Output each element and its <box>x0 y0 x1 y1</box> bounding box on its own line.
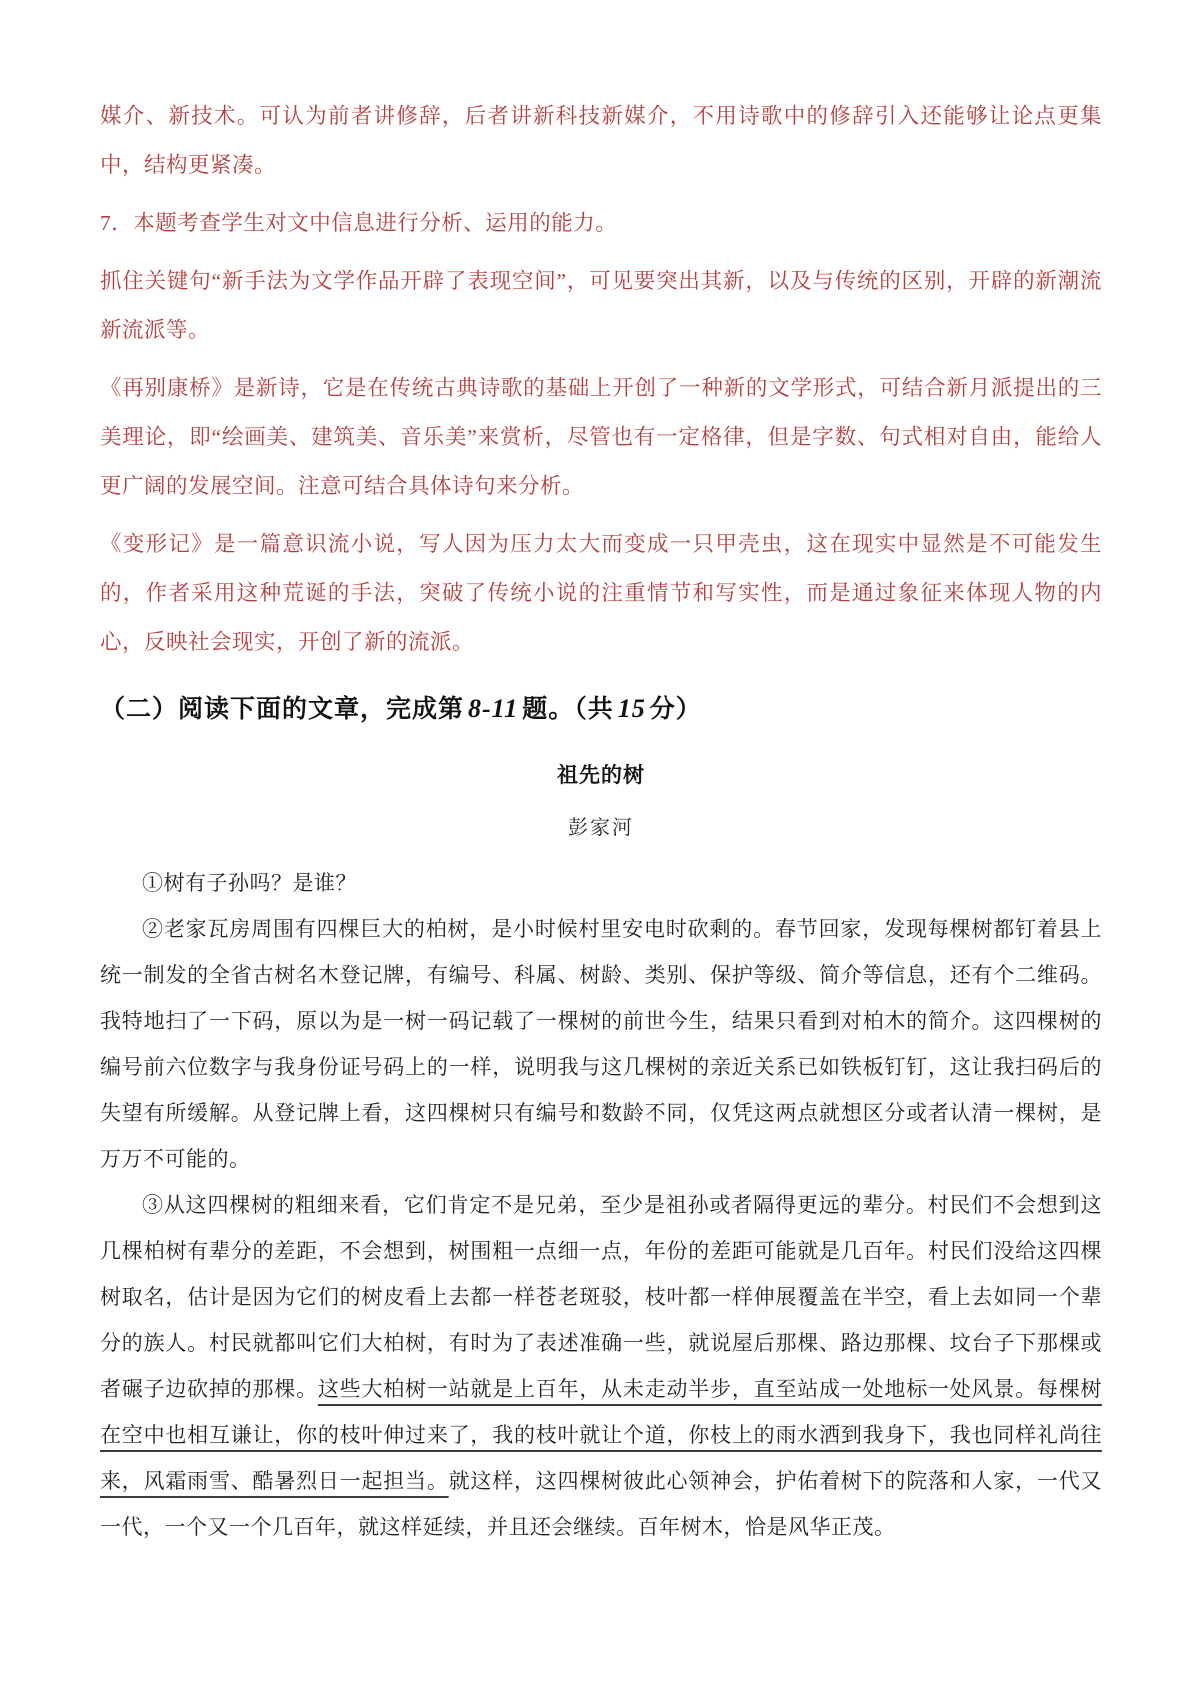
answer-paragraph-q7: 7．本题考查学生对文中信息进行分析、运用的能力。 <box>100 211 618 235</box>
paragraph-3-underlined-sentence: 这些大柏树一站就是上百年，从未走动半步，直至站成一处地标一处风景。每棵树在空中也相互谦让，你的枝叶伸过来了，我的枝叶就让个道，你枝上的雨水洒到我身下，我也同样礼尚往来，风霜雨雪、酷暑烈日一起担当。 <box>100 1377 1102 1493</box>
paragraph-3-text: ③从这四棵树的粗细来看，它们肯定不是兄弟，至少是祖孙或者隔得更远的辈分。村民们不会想到这几棵柏树有辈分的差距，不会想到，树围粗一点细一点，年份的差距可能就是几百年。村民们没给这四棵树取名，估计是因为它们的树皮看上去都一样苍老斑驳，枝叶都一样伸展覆盖在半空，看上去如同一个辈分的族人。村民就都叫它们大柏树，有时为了表述准确一些，就说屋后那棵、路边那棵、坟台子下那棵或者碾子边砍掉的那棵。 <box>100 1193 1102 1401</box>
article-paragraph-2: ②老家瓦房周围有四棵巨大的柏树，是小时候村里安电时砍剩的。春节回家，发现每棵树都钉着县上统一制发的全省古树名木登记牌，有编号、科属、树龄、类别、保护等级、简介等信息，还有个二维码。我特地扫了一下码，原以为是一树一码记载了一棵树的前世今生，结果只看到对柏木的简介。这四棵树的编号前六位数字与我身份证号码上的一样，说明我与这几棵树的亲近关系已如铁板钉钉，这让我扫码后的失望有所缓解。从登记牌上看，这四棵树只有编号和数龄不同，仅凭这两点就想区分或者认清一棵树，是万万不可能的。 <box>100 917 1102 1171</box>
article-title: 祖先的树 <box>557 763 645 787</box>
answer-paragraph: 《再别康桥》是新诗，它是在传统古典诗歌的基础上开创了一种新的文学形式，可结合新月派提出的三美理论，即“绘画美、建筑美、音乐美”来赏析，尽管也有一定格律，但是字数、句式相对自由，能给人更广阔的发展空间。注意可结合具体诗句来分析。 <box>100 376 1102 498</box>
answer-paragraph: 媒介、新技术。可认为前者讲修辞，后者讲新科技新媒介，不用诗歌中的修辞引入还能够让论点更集中，结构更紧凑。 <box>100 104 1102 177</box>
section-header <box>100 689 1102 725</box>
answer-explanation-section <box>100 92 1102 667</box>
answer-paragraph: 抓住关键句“新手法为文学作品开辟了表现空间”，可见要突出其新，以及与传统的区别，开辟的新潮流新流派等。 <box>100 269 1102 342</box>
section-header-mid: 题。（共 <box>522 696 614 723</box>
article-body <box>100 860 1102 1550</box>
paragraph-3-text: 就这样，这四棵树彼此心领神会，护佑着树下的院落和人家，一代又一代，一个又一个几百年，就这样延续，并且还会继续。百年树木，恰是风华正茂。 <box>100 1469 1103 1539</box>
section-header-suffix: 分） <box>649 696 702 723</box>
section-header-prefix: （二）阅读下面的文章，完成第 <box>100 696 465 723</box>
section-header-score: 15 <box>617 694 646 723</box>
article-paragraph-1: ①树有子孙吗？是谁？ <box>142 871 357 895</box>
article-paragraph-3 <box>100 1182 1102 1550</box>
answer-paragraph: 《变形记》是一篇意识流小说，写人因为压力太大而变成一只甲壳虫，这在现实中显然是不可能发生的，作者采用这种荒诞的手法，突破了传统小说的注重情节和写实性，而是通过象征来体现人物的内心，反映社会现实，开创了新的流派。 <box>100 532 1102 654</box>
article-author: 彭家河 <box>568 817 634 839</box>
reading-article <box>100 759 1102 1550</box>
section-header-question-range: 8-11 <box>468 694 519 723</box>
